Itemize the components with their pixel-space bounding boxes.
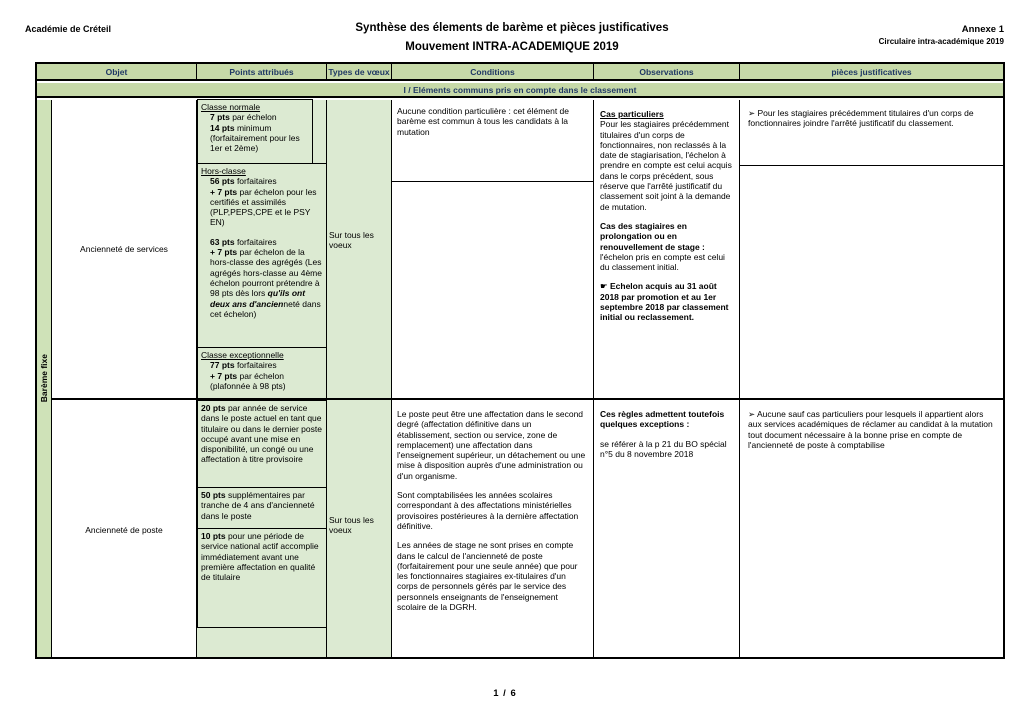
column-observations	[594, 100, 740, 657]
circulaire-label: Circulaire intra-académique 2019	[878, 37, 1004, 46]
objet-anciennete-poste: Ancienneté de poste	[85, 524, 163, 535]
conditions-row2: Le poste peut être une affectation dans le second degré (affectation définitive dans un établissement, section ou service, zone de remplacement) une affectation dans l'enseignement supérieur, un détachement ou une mise à disposition auprès d'une administration ou d'un organisme. Sont comptabilisées les années scolaires correspondant à des affectations ministérielles provisoires postérieures à la dernière affectation définitive. Les années de stage ne sont prises en compte dans le calcul de l'ancienneté de poste (forfaitairement pour une seule année) que pour les fonctionnaires stagiaires ex-titulaires d'un corps de personnels gérés par le service des personnels enseignants de l'enseignement scolaire de la DGRH.	[397, 409, 586, 613]
document-title-block	[262, 22, 762, 53]
observations-row2: Ces règles admettent toutefois quelques exceptions : se référer à la p 21 du BO spécial n°5 du 8 novembre 2018	[600, 409, 727, 459]
column-pieces	[740, 100, 1003, 657]
annexe-label: Annexe 1	[961, 24, 1004, 35]
column-header-points: Points attribués	[197, 64, 327, 79]
column-objet	[52, 100, 197, 657]
page-number: 1 / 6	[493, 688, 517, 699]
table-header-row	[37, 64, 1003, 81]
column-header-conditions: Conditions	[392, 64, 594, 79]
pieces-row1: ➢ Pour les stagiaires précédemment titulaires d'un corps de fonctionnaires joindre l'arrêté justificatif du classement.	[740, 100, 1003, 166]
document-subtitle: Mouvement INTRA-ACADEMIQUE 2019	[405, 41, 619, 53]
points-classe-normale: Classe normale 7 pts par échelon 14 pts minimum (forfaitairement pour les 1er et 2ème)	[197, 99, 313, 164]
column-types-voeux	[327, 100, 392, 657]
side-label-text: Barème fixe	[39, 354, 49, 403]
annexe-block	[879, 24, 1004, 46]
academy-label: Académie de Créteil	[25, 24, 112, 34]
column-header-types-voeux: Types de vœux	[327, 64, 392, 79]
row-divider	[52, 398, 1003, 400]
points-50pts: 50 pts supplémentaires par tranche de 4 ans d'ancienneté dans le poste	[197, 487, 327, 529]
column-header-pieces: pièces justificatives	[831, 66, 912, 77]
column-points	[197, 100, 327, 657]
points-20pts: 20 pts par année de service dans le poste actuel en tant que titulaire ou dans le dernier poste occupé avant une mise en disponibilité, un congé ou une affectation à titre provisoire	[197, 400, 327, 488]
section-title-row: I / Eléments communs pris en compte dans le classement	[37, 83, 1003, 98]
bareme-fixe-strip	[37, 100, 52, 657]
points-10pts: 10 pts pour une période de service national actif accomplie immédiatement avant une première affectation en qualité de titulaire	[197, 528, 327, 628]
voeux-row2: Sur tous les voeux	[329, 515, 374, 536]
column-header-observations: Observations	[594, 64, 740, 79]
points-classe-exceptionnelle: Classe exceptionnelle 77 pts forfaitaires + 7 pts par échelon (plafonnée à 98 pts)	[197, 347, 327, 400]
observations-row1: Cas particuliers Pour les stagiaires précédemment titulaires d'un corps de fonctionnaires, non reclassés à la date de stagiarisation, l'échelon à prendre en compte est celui acquis dans le corps précédent, sous réserve que l'arrêté justificatif du classement soit joint à la demande de mutation. Cas des stagiaires en prolongation ou en renouvellement de stage : l'échelon pris en compte est celui du classement initial. ☛ Echelon acquis au 31 août 2018 par promotion et au 1er septembre 2018 par classement initial ou reclassement.	[600, 109, 732, 323]
side-label	[37, 100, 51, 657]
column-conditions	[392, 100, 594, 657]
column-header-objet: Objet	[37, 64, 197, 79]
voeux-row1: Sur tous les voeux	[329, 230, 374, 251]
pieces-row2: ➢ Aucune sauf cas particuliers pour lesquels il appartient alors aux services académiques de réclamer au candidat à la mutation tout document nécessaire à la bonne prise en compte de l'ancienneté de poste à comptabilise	[748, 409, 993, 450]
objet-anciennete-services: Ancienneté de services	[80, 244, 168, 254]
bareme-table	[35, 62, 1005, 659]
points-hors-classe: Hors-classe 56 pts forfaitaires + 7 pts par échelon pour les certifiés et assimilés (PLP,PEPS,CPE et le PSY EN) 63 pts forfaitaires + 7 pts par échelon de la hors-classe des agrégés (Les agrégés hors-classe au 4ème échelon pourront prétendre à 98 pts dès lors qu'ils ont deux ans d'ancienneté dans cet échelon)	[197, 163, 327, 348]
conditions-row1: Aucune condition particulière : cet élément de barème est commun à tous les candidats à la mutation	[392, 100, 594, 182]
document-title: Synthèse des élements de barème et pièces justificatives	[355, 22, 669, 34]
